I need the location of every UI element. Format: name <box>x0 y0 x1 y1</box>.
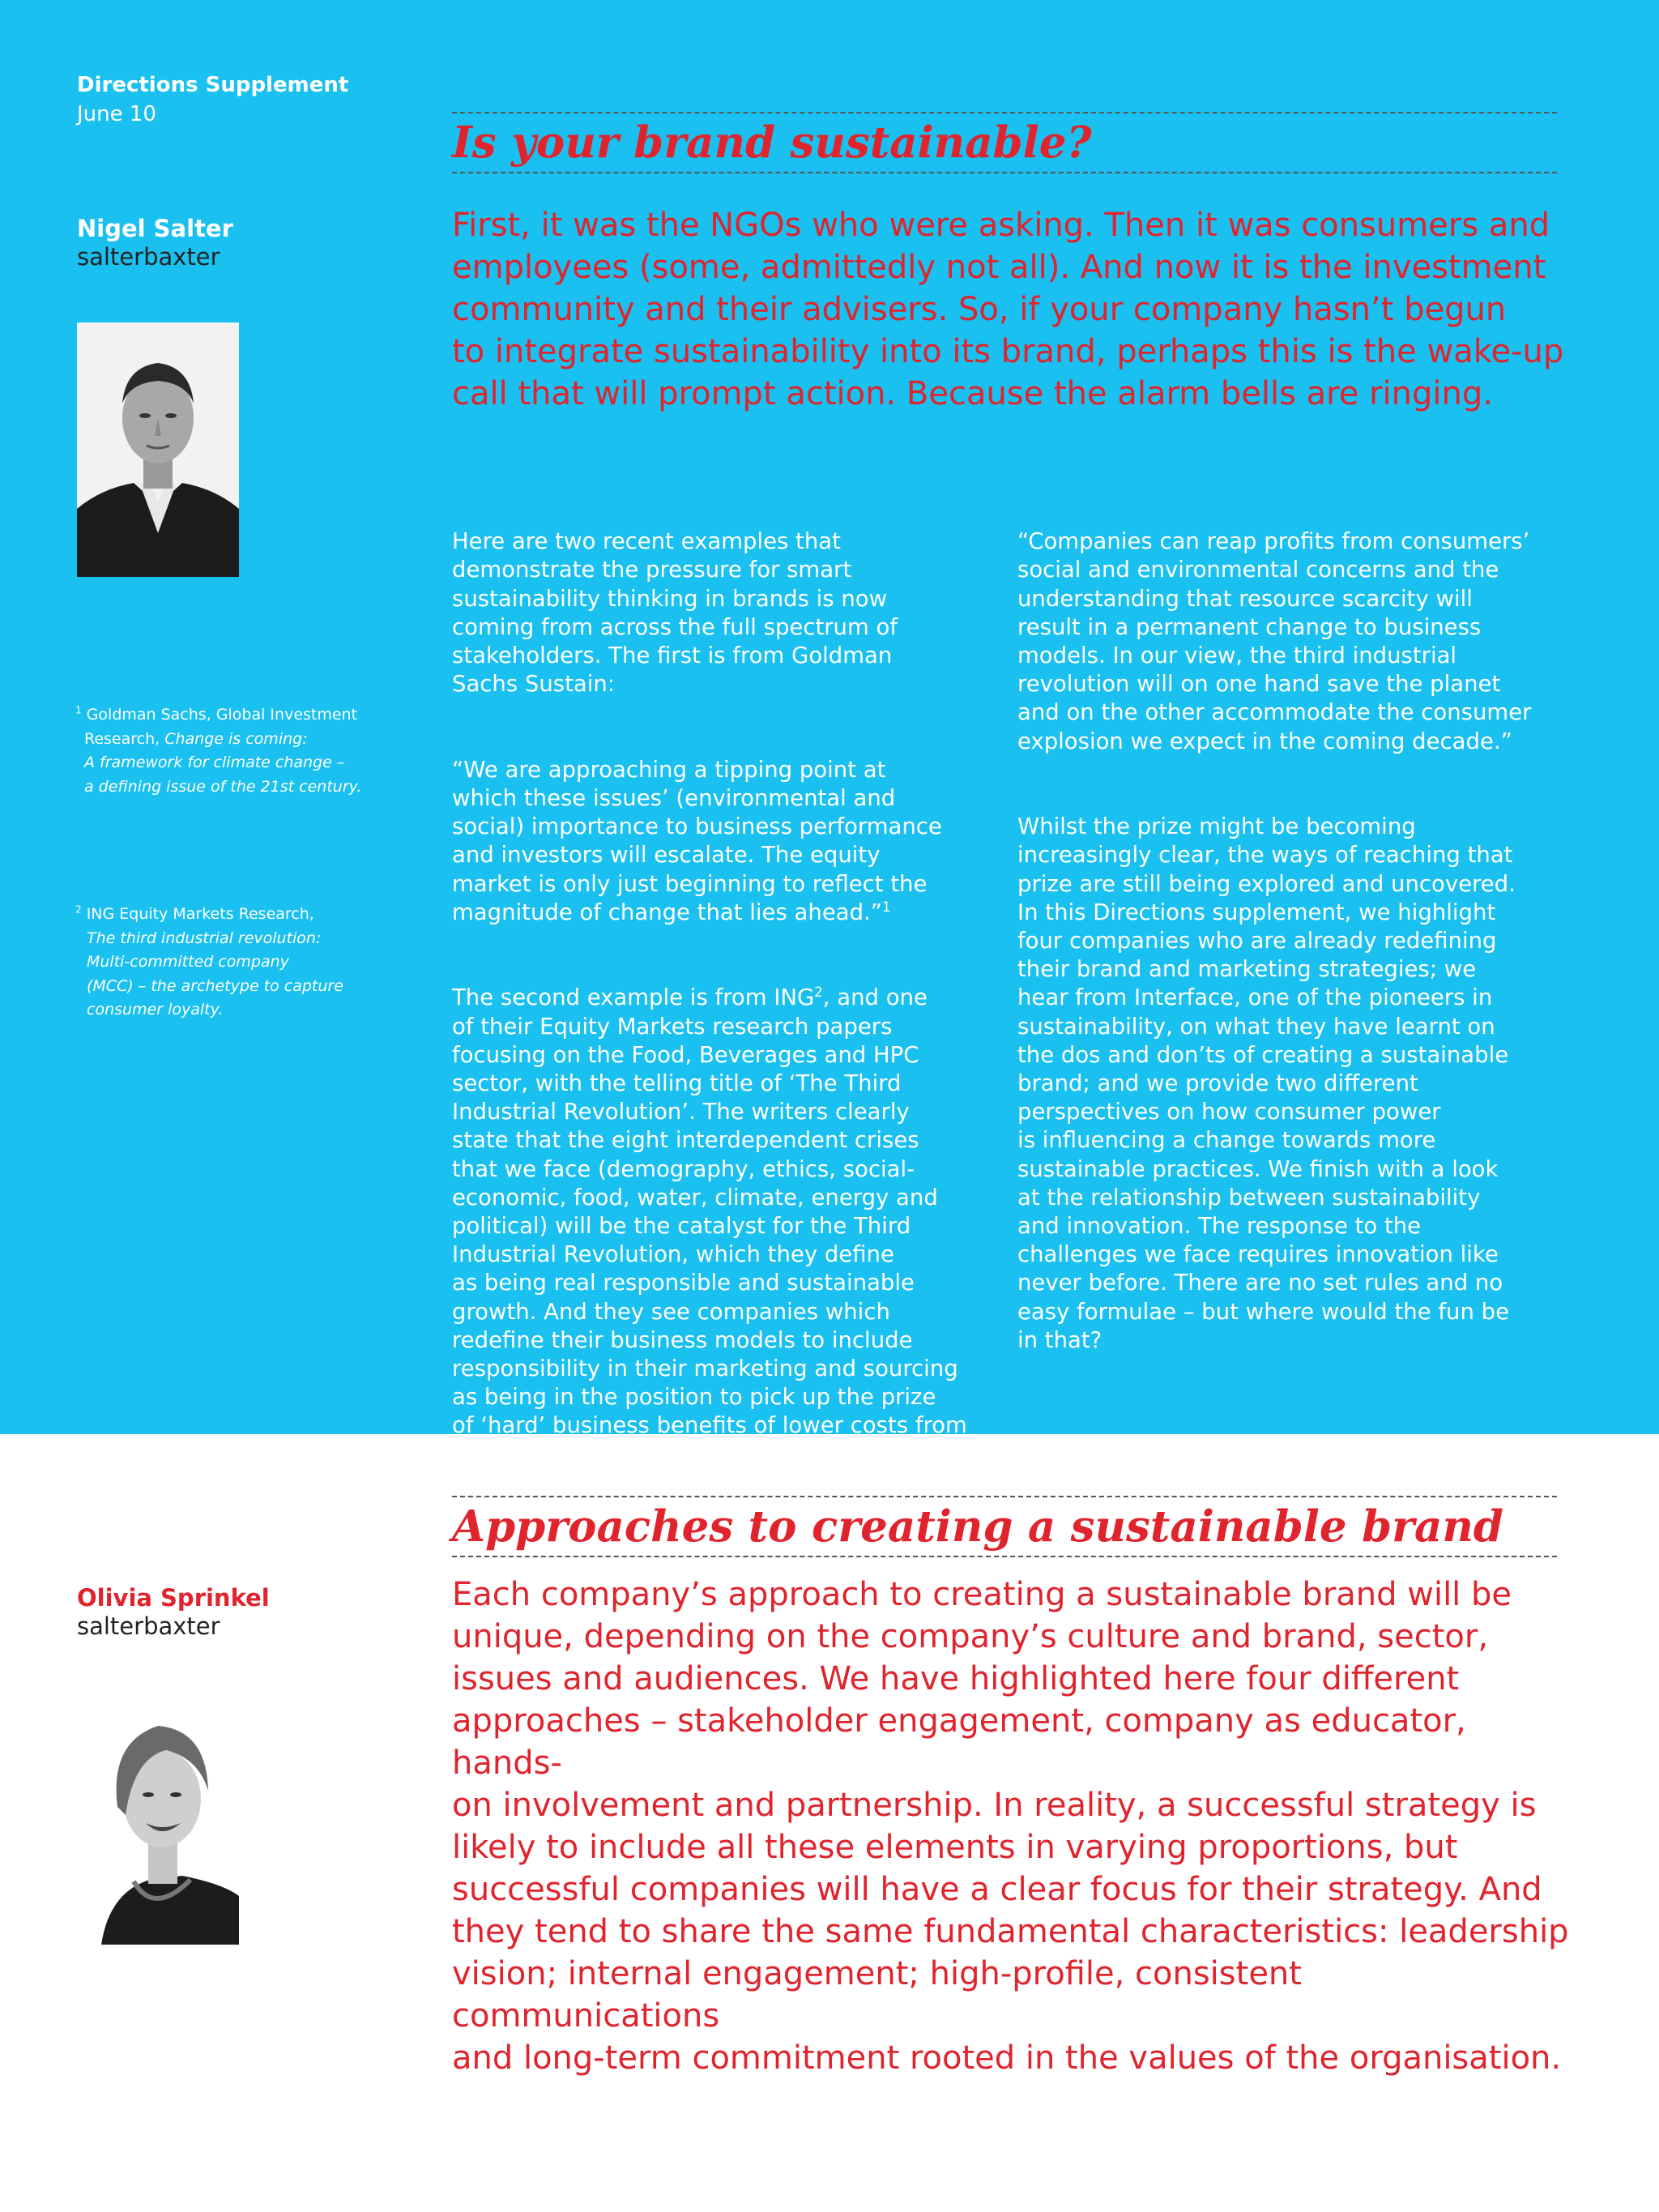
footnote-1 <box>75 703 399 799</box>
col1-paragraph-3 <box>452 984 995 1468</box>
col1-p3-rest: , and one of their Equity Markets research papers focusing on the Food, Beverages and HPC sector, with the telling title of ‘The Third Industrial Revolution’. The writers clearly state that the eight interdependent crises that we face (demography, ethics, social- economic, food, water, climate, energy and political) will be the catalyst for the Third Industrial Revolution, which they define as being real responsible and sustainable growth. And they see companies which redefine their business models to include responsibility in their marketing and sourcing as being in the position to pick up the prize of ‘hard’ business benefits of lower costs from supply chain synergies and higher sales. <box>452 984 967 1467</box>
col1-quote: “We are approaching a tipping point at which these issues’ (environmental and social) importance to business performance and investors will escalate. The equity market is only just beginning to reflect the magnitude of change that lies ahead.” <box>452 756 942 925</box>
col1-paragraph-2 <box>452 756 995 927</box>
title-rule-top-1 <box>452 112 1557 113</box>
author-name-nigel: Nigel Salter <box>77 215 233 242</box>
section2-lede: Each company’s approach to creating a sustainable brand will be unique, depending on the company’s culture and brand, sector, issues and audiences. We have highlighted here four different approaches – stakeholder engagement, company as educator, hands- on involvement and partnership. In reality, a successful strategy is likely to include all these elements in varying proportions, but successful companies will have a clear focus for their strategy. And they tend to share the same fundamental characteristics: leadership vision; internal engagement; high-profile, consistent communications and long-term commitment rooted in the values of the organisation. <box>452 1576 1569 2077</box>
footnote-2 <box>75 903 399 1023</box>
author-name-olivia: Olivia Sprinkel <box>77 1584 270 1612</box>
supplement-date: June 10 <box>77 102 156 126</box>
footnote-2-line-1: ING Equity Markets Research, <box>86 905 314 923</box>
footnote-1-line-4: a defining issue of the 21st century. <box>84 777 362 796</box>
footnote-2-line-5: consumer loyalty. <box>87 1001 224 1018</box>
section1-lede: First, it was the NGOs who were asking. Then it was consumers and employees (some, admittedly not all). And now it is the investment community and their advisers. So, if your company hasn’t begun to integrate sustainability into its brand, perhaps this is the wake-up call that will prompt action. Because the alarm bells are ringing. <box>452 207 1564 412</box>
author-photo-olivia <box>77 1693 239 1945</box>
supplement-title: Directions Supplement <box>77 73 349 97</box>
footnote-1-line-3: A framework for climate change – <box>84 754 345 771</box>
footnote-1-line-2: Research, <box>84 729 165 748</box>
section1-title: Is your brand sustainable? <box>452 117 1092 168</box>
author-photo-nigel <box>77 322 239 577</box>
col2-paragraph-2: Whilst the prize might be becoming increasingly clear, the ways of reaching that prize are still being explored and uncovered. In this Directions supplement, we highlight four companies who are already redefining their brand and marketing strategies; we hear from Interface, one of the pioneers in sustainability, on what they have learnt on the dos and don’ts of creating a sustainable brand; and we provide two different perspectives on how consumer power is influencing a change towards more sustainable practices. We finish with a look at the relationship between sustainability and innovation. The response to the challenges we face requires innovation like never before. There are no set rules and no easy formulae – but where would the fun be in that? <box>1017 813 1516 1353</box>
section1-column-1 <box>452 499 995 1526</box>
title-rule-bottom-2 <box>452 1556 1557 1557</box>
footnote-1-line-1: Goldman Sachs, Global Investment <box>86 706 358 724</box>
author-org-olivia: salterbaxter <box>77 1612 220 1640</box>
footnote-2-number: 2 <box>75 903 82 916</box>
footnote-2-line-2: The third industrial revolution: <box>87 929 322 947</box>
section1-column-2 <box>1017 499 1560 1411</box>
title-rule-top-2 <box>452 1496 1557 1497</box>
col1-paragraph-1: Here are two recent examples that demonstrate the pressure for smart sustainability thinking in brands is now coming from across the full spectrum of stakeholders. The first is from Goldman Sachs Sustain: <box>452 528 898 698</box>
col1-p3-start: The second example is from ING <box>452 984 815 1011</box>
footnote-2-line-4: (MCC) – the archetype to capture <box>87 976 343 995</box>
footnote-ref-2: 2 <box>814 984 823 1001</box>
footnote-2-line-3: Multi-committed company <box>87 953 289 971</box>
col2-paragraph-1: “Companies can reap profits from consumers’ social and environmental concerns and the understanding that resource scarcity will result in a permanent change to business models. In our view, the third industrial revolution will on one hand save the planet and on the other accommodate the consumer explosion we expect in the coming decade.” <box>1017 528 1532 754</box>
author-org-nigel: salterbaxter <box>77 243 220 271</box>
section2-title: Approaches to creating a sustainable brand <box>452 1501 1503 1552</box>
title-rule-bottom-1 <box>452 172 1557 173</box>
footnote-ref-1: 1 <box>882 899 891 915</box>
footnote-1-line-2-italic: Change is coming: <box>164 729 308 748</box>
footnote-1-number: 1 <box>75 704 82 716</box>
